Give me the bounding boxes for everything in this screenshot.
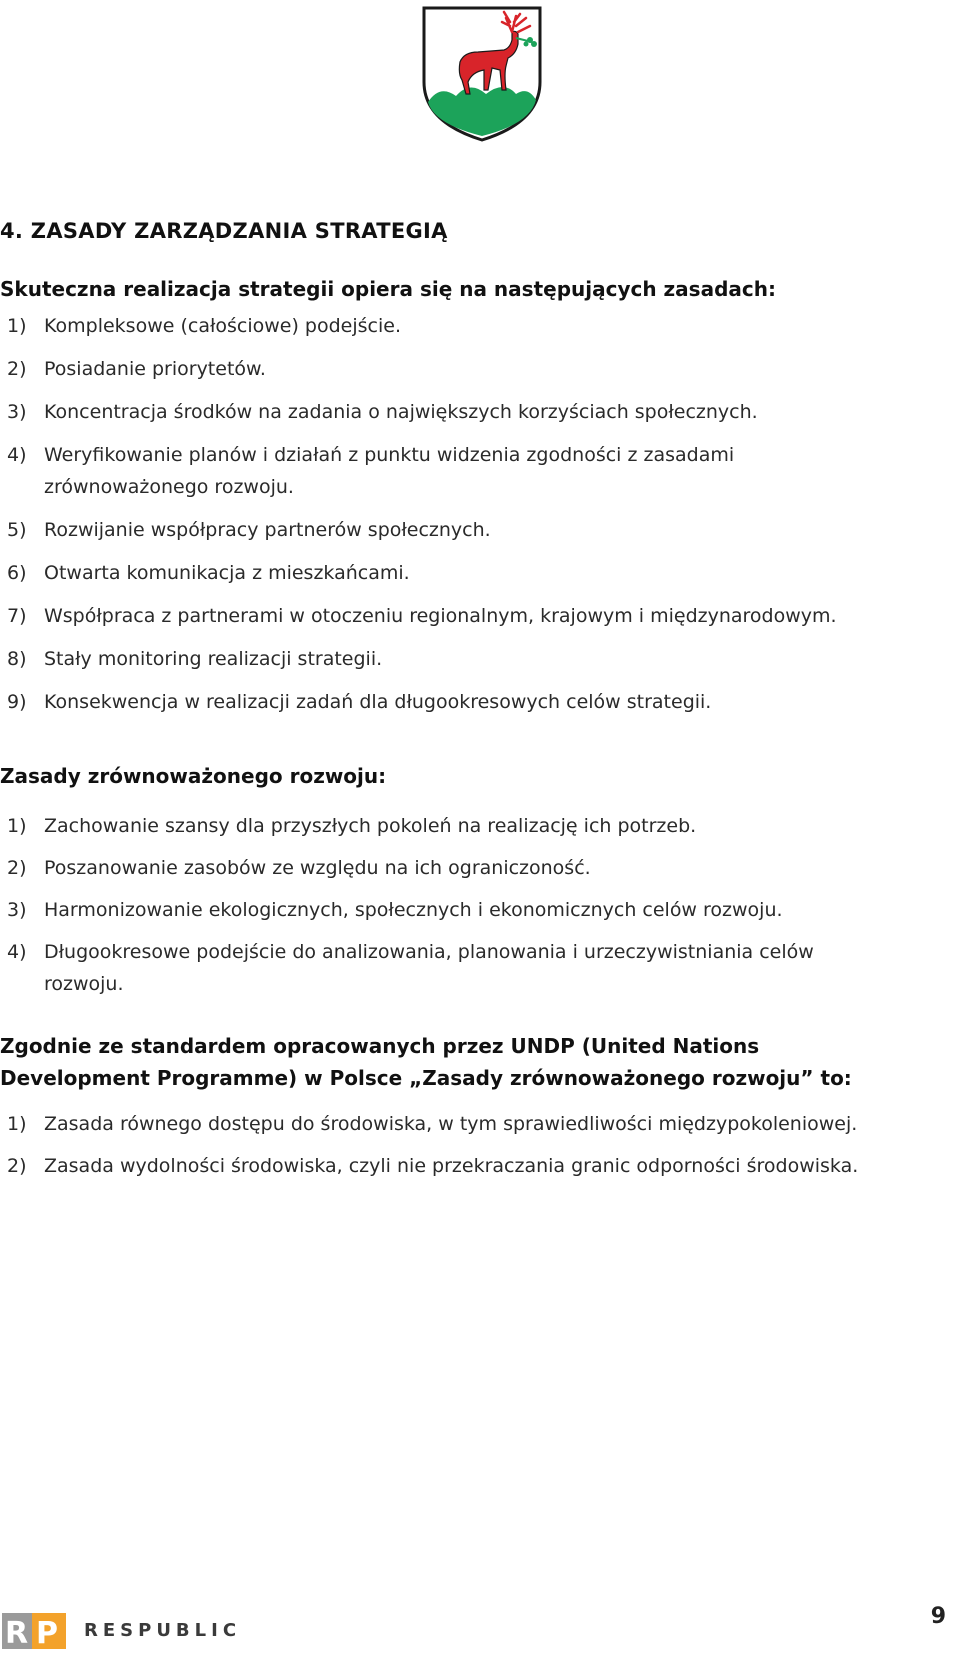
list-item-text: Zasada wydolności środowiska, czyli nie przekraczania granic odporności środowiska.	[44, 1155, 859, 1177]
list-item	[0, 310, 900, 342]
list-item	[0, 894, 880, 926]
list-item-number: 2)	[7, 1155, 27, 1177]
list-item-text: Otwarta komunikacja z mieszkańcami.	[44, 562, 410, 584]
list-item-text: Zachowanie szansy dla przyszłych pokoleń na realizację ich potrzeb.	[44, 815, 697, 837]
list-item-number: 1)	[7, 815, 27, 837]
list-item-number: 1)	[7, 315, 27, 337]
list-item-text: Kompleksowe (całościowe) podejście.	[44, 315, 401, 337]
list-item	[0, 439, 900, 503]
list-item-text: Współpraca z partnerami w otoczeniu regionalnym, krajowym i międzynarodowym.	[44, 605, 837, 627]
list-item-text: Koncentracja środków na zadania o największych korzyściach społecznych.	[44, 401, 758, 423]
section-title: 4. ZASADY ZARZĄDZANIA STRATEGIĄ	[0, 219, 448, 243]
list-item-text: Zasada równego dostępu do środowiska, w tym sprawiedliwości międzypokoleniowej.	[44, 1113, 858, 1135]
list-item	[0, 643, 900, 675]
list-item-number: 7)	[7, 605, 27, 627]
list-item	[0, 514, 900, 546]
list-item	[0, 396, 900, 428]
svg-text:R: R	[5, 1616, 29, 1651]
sustainable-heading: Zasady zrównoważonego rozwoju:	[0, 764, 387, 788]
svg-text:P: P	[36, 1616, 58, 1651]
list-item-text: Konsekwencja w realizacji zadań dla długookresowych celów strategii.	[44, 691, 712, 713]
footer-brand: RESPUBLIC	[84, 1620, 242, 1641]
list-item	[0, 353, 900, 385]
list-item-text: Długookresowe podejście do analizowania, planowania i urzeczywistniania celów rozwoju.	[44, 941, 814, 995]
principles-list	[0, 310, 900, 729]
list-item-number: 4)	[7, 444, 27, 466]
list-item-number: 3)	[7, 899, 27, 921]
list-item-text: Poszanowanie zasobów ze względu na ich ograniczoność.	[44, 857, 591, 879]
undp-heading: Zgodnie ze standardem opracowanych przez UNDP (United Nations Development Programme) w Polsce „Zasady zrównoważonego rozwoju” to:	[0, 1034, 852, 1090]
undp-list	[0, 1108, 930, 1192]
list-item	[0, 686, 900, 718]
list-item-number: 6)	[7, 562, 27, 584]
list-item-number: 4)	[7, 941, 27, 963]
list-item-number: 5)	[7, 519, 27, 541]
list-item-number: 1)	[7, 1113, 27, 1135]
list-item-number: 8)	[7, 648, 27, 670]
list-item-text: Posiadanie priorytetów.	[44, 358, 266, 380]
list-item-number: 3)	[7, 401, 27, 423]
list-item-text: Weryfikowanie planów i działań z punktu widzenia zgodności z zasadami zrównoważonego rozwoju.	[44, 444, 735, 498]
list-item	[0, 936, 880, 1000]
list-item-number: 2)	[7, 358, 27, 380]
list-item-number: 9)	[7, 691, 27, 713]
sustainable-list	[0, 810, 880, 1010]
section-lead: Skuteczna realizacja strategii opiera się na następujących zasadach:	[0, 277, 776, 301]
list-item	[0, 852, 880, 884]
page-number: 9	[930, 1604, 946, 1629]
list-item-text: Harmonizowanie ekologicznych, społecznych i ekonomicznych celów rozwoju.	[44, 899, 783, 921]
coat-of-arms-logo	[420, 4, 544, 142]
list-item	[0, 600, 900, 632]
list-item	[0, 1108, 930, 1140]
list-item	[0, 557, 900, 589]
list-item	[0, 810, 880, 842]
list-item-text: Stały monitoring realizacji strategii.	[44, 648, 383, 670]
list-item-number: 2)	[7, 857, 27, 879]
list-item-text: Rozwijanie współpracy partnerów społecznych.	[44, 519, 491, 541]
list-item	[0, 1150, 930, 1182]
